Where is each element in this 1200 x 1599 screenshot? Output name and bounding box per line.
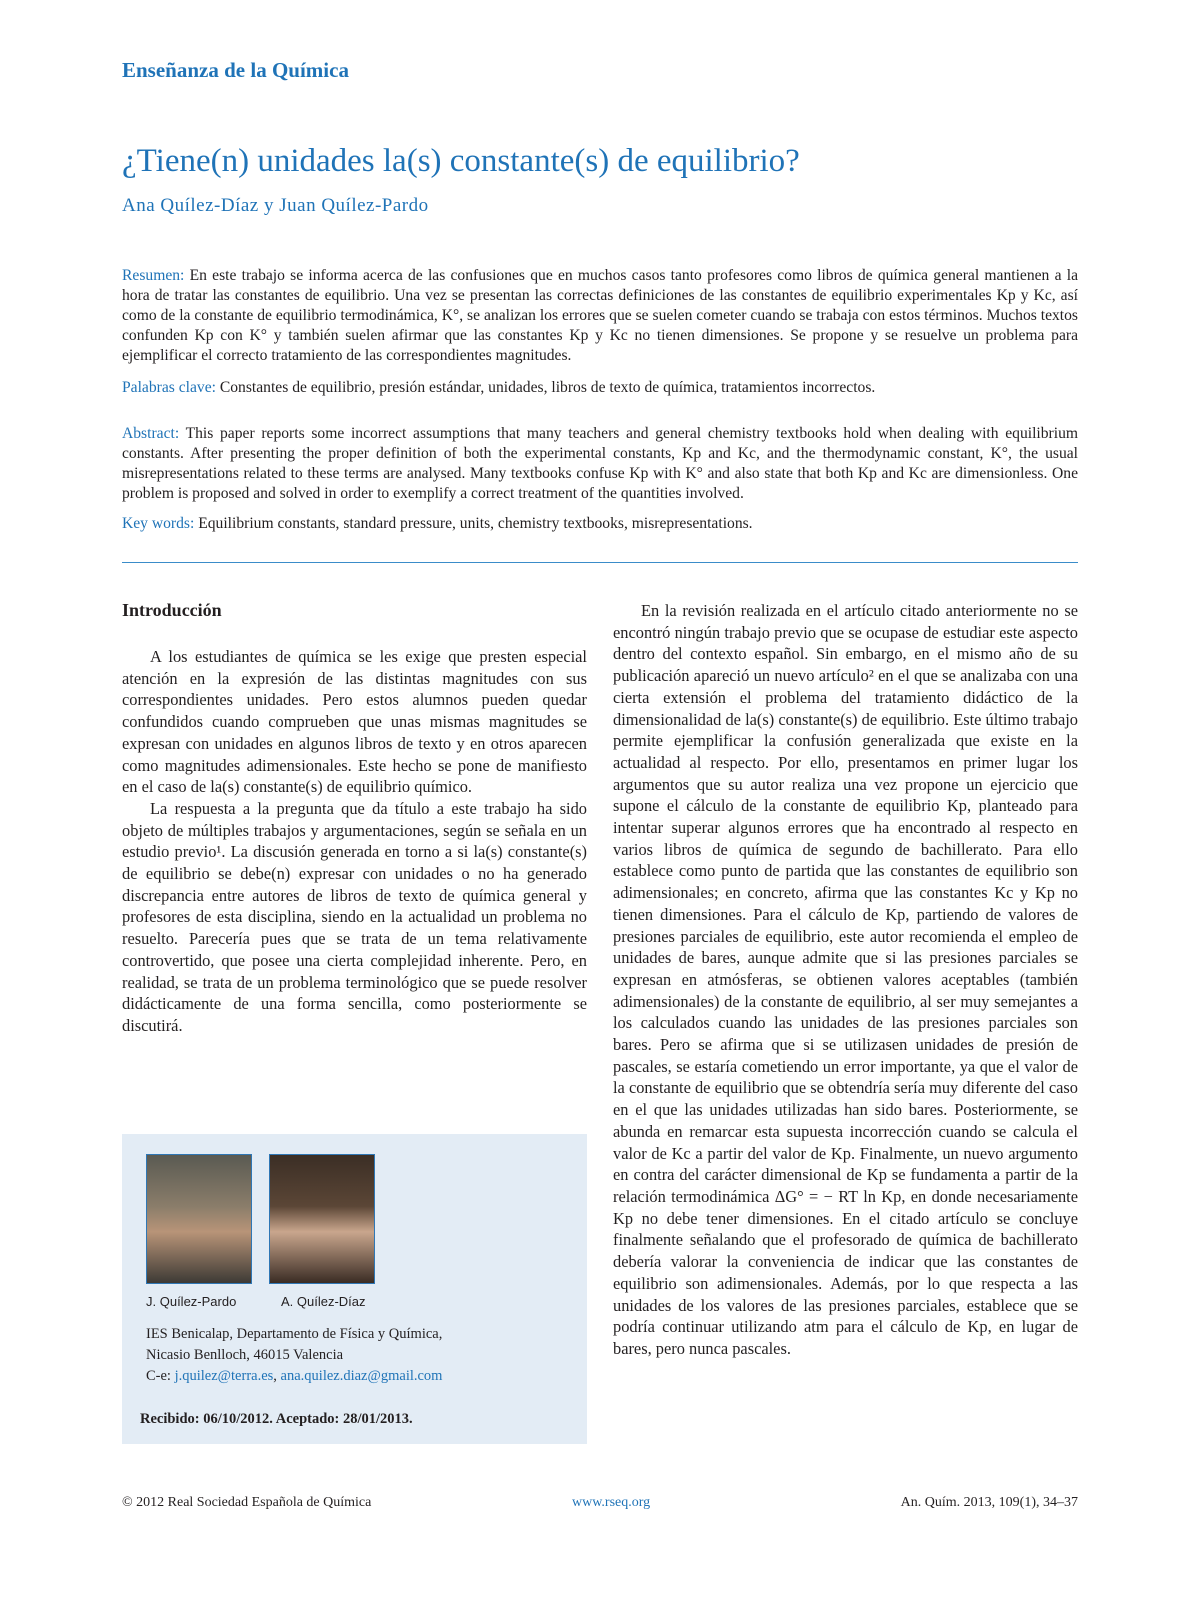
email-link-2[interactable]: ana.quilez.diaz@gmail.com [280, 1368, 443, 1384]
keywords-en-text: Equilibrium constants, standard pressure, units, chemistry textbooks, misrepresentations. [198, 515, 753, 532]
affiliation [146, 1324, 576, 1387]
footer-citation: An. Quím. 2013, 109(1), 34–37 [900, 1495, 1078, 1510]
page-footer [122, 1495, 1078, 1517]
email-line [146, 1366, 576, 1387]
right-column [613, 600, 1078, 1360]
keywords-es-label: Palabras clave: [122, 379, 216, 396]
abstract-en-text: This paper reports some incorrect assumptions that many teachers and general chemistry textbooks hold when dealing with equilibrium constants. After presenting the proper definition of both the experimental constants, Kp and Kc, and the thermodynamic constant, K°, the usual misrepresentations related to these terms are analysed. Many textbooks confuse Kp with K° and also state that both Kp and Kc are dimensionless. One problem is proposed and solved in order to exemplify a correct treatment of the quantities involved. [122, 425, 1078, 502]
email-label: C-e: [146, 1368, 171, 1384]
email-link-1[interactable]: j.quilez@terra.es [174, 1368, 274, 1384]
paper-title: ¿Tiene(n) unidades la(s) constante(s) de equilibrio? [122, 143, 800, 179]
email-separator: , [273, 1368, 277, 1384]
section-divider [122, 562, 1078, 563]
paper-authors: Ana Quílez-Díaz y Juan Quílez-Pardo [122, 195, 429, 216]
intro-paragraph-1: A los estudiantes de química se les exige que presten especial atención en la expresión de las distintas magnitudes con sus correspondientes unidades. Pero estos alumnos pueden quedar confundidos cuando comprueben que unas mismas magnitudes se expresan con unidades en algunos libros de texto y en otros aparecen como magnitudes adimensionales. Este hecho se pone de manifiesto en el caso de la(s) constante(s) de equilibrio químico. [122, 647, 587, 797]
keywords-es [122, 378, 1078, 398]
left-column [122, 646, 587, 1037]
photo-caption-1: J. Quílez-Pardo [146, 1294, 237, 1309]
abstract-en [122, 424, 1078, 504]
abstract-es [122, 266, 1078, 366]
abstract-es-label: Resumen: [122, 267, 185, 284]
keywords-en [122, 514, 1078, 534]
abstract-en-label: Abstract: [122, 425, 180, 442]
footer-copyright: © 2012 Real Sociedad Española de Química [122, 1495, 372, 1510]
intro-paragraph-3: En la revisión realizada en el artículo citado anteriormente no se encontró ningún trabajo previo que se ocupase de estudiar este aspecto dentro del contexto español. Sin embargo, en el mismo año de su publicación apareció un nuevo artículo² en el que se analizaba con una cierta extensión el problema del tratamiento didáctico de la dimensionalidad de la(s) constante(s) de equilibrio. Este último trabajo permite ejemplificar la confusión generalizada que existe en la actualidad al respecto. Por ello, presentamos en primer lugar los argumentos que su autor realiza una vez propone un ejercicio que supone el cálculo de la constante de equilibrio Kp, planteado para intentar superar algunos errores que ha encontrado al respecto en varios libros de química de segundo de bachillerato. Para ello establece como punto de partida que las constantes de equilibrio son adimensionales; en concreto, afirma que las constantes Kc y Kp no tienen dimensiones. Para el cálculo de Kp, partiendo de valores de presiones parciales de equilibrio, este autor recomienda el empleo de unidades de bares, aunque admite que si las presiones parciales se expresan en atmósferas, se obtienen valores aceptables (también adimensionales) de la constante de equilibrio, al ser muy semejantes a los calculados cuando las unidades de las presiones parciales son bares. Pero se afirma que si se utilizasen unidades de presión de pascales, se estaría cometiendo un error importante, ya que el valor de la constante de equilibrio que se obtendría sería muy diferente del caso en el que las unidades utilizadas han sido bares. Posteriormente, se abunda en remarcar esta supuesta incorrección cuando se calcula el valor de Kc a partir del valor de Kp. Finalmente, un nuevo argumento en contra del carácter dimensional de Kp se fundamenta a partir de la relación termodinámica ΔG° = − RT ln Kp, en donde necesariamente Kp no debe tener dimensiones. En el citado artículo se concluye finalmente señalando que el profesorado de química de bachillerato debería valorar la conveniencia de indicar que las constantes de equilibrio son adimensionales. Además, por lo que respecta a las unidades de los valores de las presiones parciales, establece que se podría continuar utilizando atm para el cálculo de Kp, en lugar de bares, pero nunca pascales. [613, 601, 1078, 1358]
received-accepted-dates: Recibido: 06/10/2012. Aceptado: 28/01/2013. [140, 1411, 413, 1427]
author-info-box [122, 1134, 587, 1444]
footer-website-link[interactable]: www.rseq.org [572, 1495, 651, 1510]
intro-paragraph-2: La respuesta a la pregunta que da título a este trabajo ha sido objeto de múltiples trabajos y argumentaciones, según se señala en un estudio previo¹. La discusión generada en torno a si la(s) constante(s) de equilibrio se debe(n) expresar con unidades o no ha generado discrepancia entre autores de libros de texto de química general y profesores de esta disciplina, siendo en la actualidad un problema no resuelto. Parecería pues que se trata de un tema relativamente controvertido, que posee una cierta complejidad inherente. Pero, en realidad, se trata de un problema terminológico que se puede resolver didácticamente de una forma sencilla, como posteriormente se discutirá. [122, 798, 587, 1035]
keywords-en-label: Key words: [122, 515, 195, 532]
abstract-es-text: En este trabajo se informa acerca de las confusiones que en muchos casos tanto profesores como libros de química general mantienen a la hora de tratar las constantes de equilibrio. Una vez se presentan las correctas definiciones de las constantes de equilibrio experimentales Kp y Kc, así como de la constante de equilibrio termodinámica, K°, se analizan los errores que se suelen cometer cuando se trabaja con estos términos. Muchos textos confunden Kp con K° y también suelen afirmar que las constantes Kp y Kc no tienen dimensiones. Se propone y se resuelve un problema para ejemplificar el correcto tratamiento de las correspondientes magnitudes. [122, 267, 1078, 364]
affiliation-line-1: IES Benicalap, Departamento de Física y Química, [146, 1326, 443, 1342]
photo-caption-2: A. Quílez-Díaz [281, 1294, 366, 1309]
section-header: Enseñanza de la Química [122, 58, 349, 82]
intro-heading: Introducción [122, 600, 222, 620]
keywords-es-text: Constantes de equilibrio, presión estándar, unidades, libros de texto de química, tratamientos incorrectos. [219, 379, 876, 396]
author-photo-quilez-diaz [269, 1154, 375, 1284]
affiliation-line-2: Nicasio Benlloch, 46015 Valencia [146, 1347, 344, 1363]
author-photo-quilez-pardo [146, 1154, 252, 1284]
